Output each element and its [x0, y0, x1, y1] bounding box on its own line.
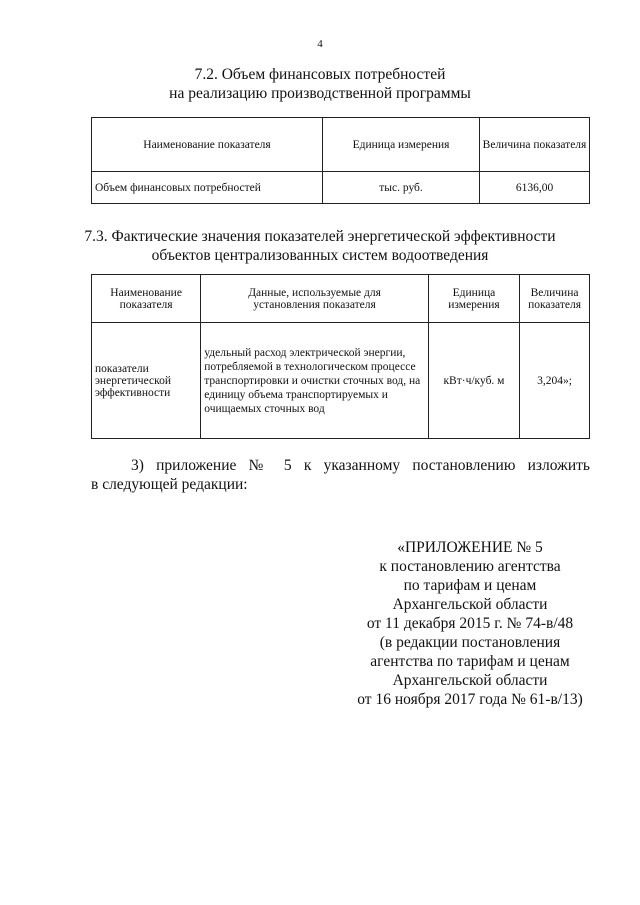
approval-line: Архангельской области — [392, 596, 548, 613]
section-7-3-title-line-2: объектов централизованных систем водоотведения — [151, 247, 489, 264]
header-cell: Наименование показателя — [92, 118, 323, 172]
header-cell: Данные, используемые для установления показателя — [201, 275, 429, 323]
table-row — [92, 323, 590, 439]
paragraph-line-1: 3) приложение № 5 к указанному постановлению изложить — [131, 457, 590, 474]
header-cell: Единица измерения — [428, 275, 519, 323]
approval-line: (в редакции постановления — [379, 634, 561, 651]
table-cell: показатели энергетической эффективности — [92, 323, 201, 439]
table-cell: 6136,00 — [480, 172, 590, 204]
section-7-3-title-line-1: 7.3. Фактические значения показателей энергетической эффективности — [84, 228, 556, 245]
header-cell: Единица измерения — [323, 118, 480, 172]
header-cell: Величина показателя — [520, 275, 590, 323]
financial-needs-table — [91, 117, 590, 204]
table-cell: тыс. руб. — [323, 172, 480, 204]
table-row — [92, 172, 590, 204]
section-7-2-title-line-2: на реализацию производственной программы — [169, 85, 471, 102]
section-7-2-heading — [0, 65, 640, 103]
approval-line: по тарифам и ценам — [403, 577, 537, 594]
table-header-row — [92, 275, 590, 323]
table-cell: Объем финансовых потребностей — [92, 172, 323, 204]
approval-line: к постановлению агентства — [379, 558, 561, 575]
appendix-approval-block — [320, 538, 620, 709]
approval-line: агентства по тарифам и ценам — [370, 653, 570, 670]
table-cell: 3,204»; — [520, 323, 590, 439]
approval-line: «ПРИЛОЖЕНИЕ № 5 — [397, 539, 543, 556]
header-cell: Величина показателя — [480, 118, 590, 172]
table-cell: кВт·ч/куб. м — [428, 323, 519, 439]
table-header-row — [92, 118, 590, 172]
approval-line: Архангельской области — [392, 672, 548, 689]
table-cell: удельный расход электрической энергии, потребляемой в технологическом процессе транспортировки и очистки сточных вод, на единицу объема транспортируемых и очищаемых сточных вод — [201, 323, 429, 439]
section-7-3-heading — [0, 227, 640, 265]
section-7-2-title-line-1: 7.2. Объем финансовых потребностей — [194, 66, 446, 83]
page-number: 4 — [317, 38, 323, 50]
paragraph-line-2: в следующей редакции: — [91, 476, 248, 493]
approval-line: от 11 декабря 2015 г. № 74-в/48 — [366, 615, 574, 632]
approval-line: от 16 ноября 2017 года № 61-в/13) — [357, 691, 583, 708]
header-cell: Наименование показателя — [92, 275, 201, 323]
energy-efficiency-table — [91, 274, 590, 439]
